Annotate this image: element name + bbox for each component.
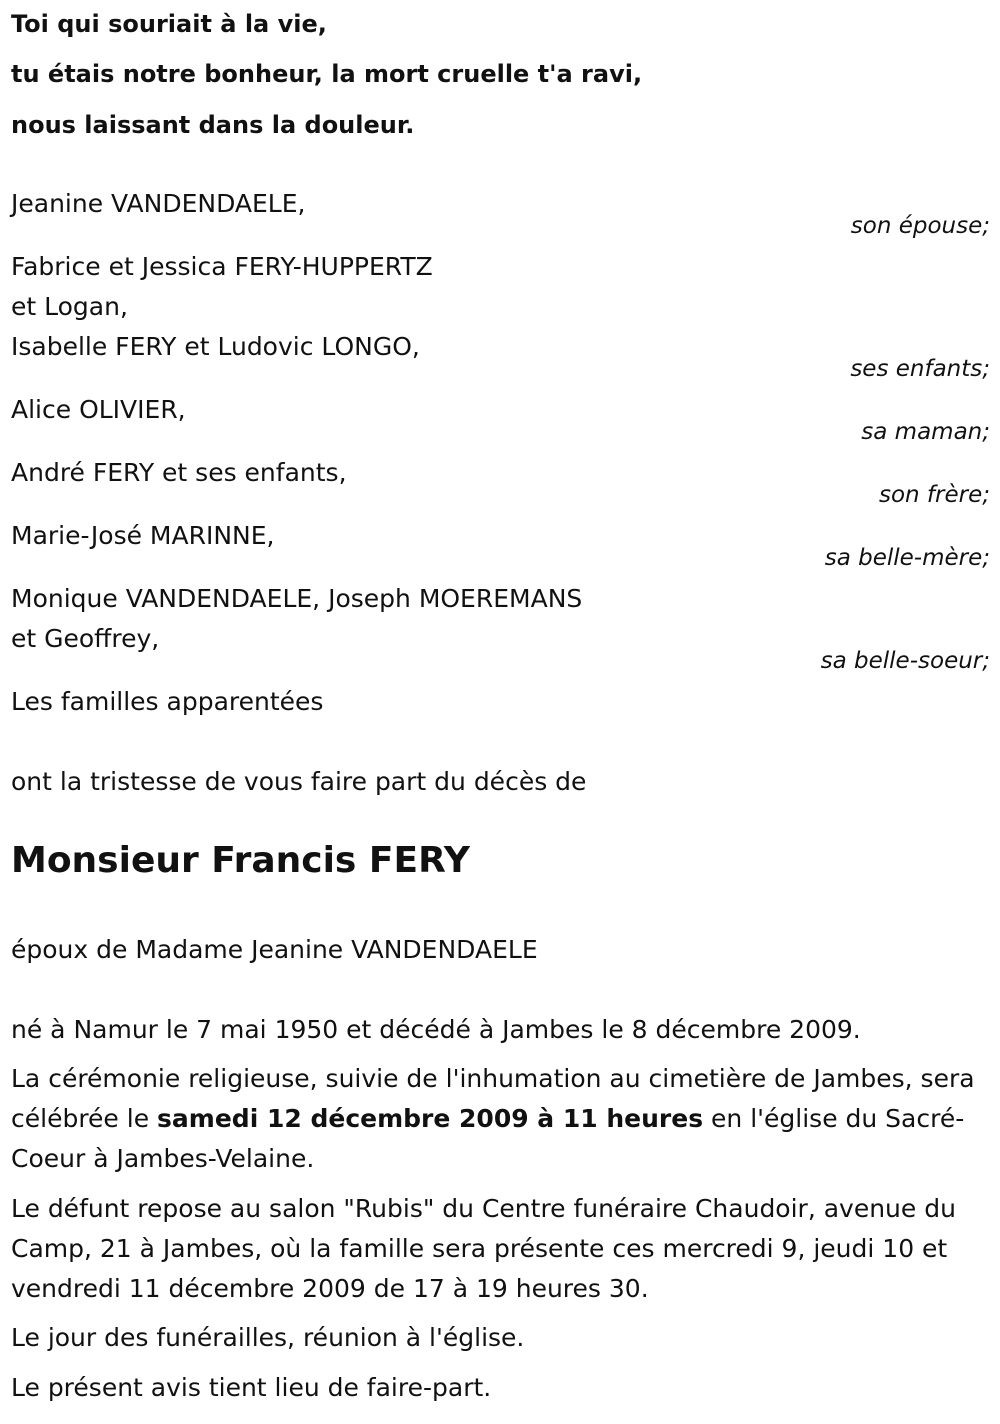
family-children-line-3: Isabelle FERY et Ludovic LONGO,: [11, 332, 420, 361]
repose-paragraph: Le défunt repose au salon "Rubis" du Centre funéraire Chaudoir, avenue du Camp, 21 à Jambes, où la famille sera présente ces mercredi 9, jeudi 10 et vendredi 11 décembre 2009 de 17 à 19 heures 30.: [11, 1194, 956, 1303]
family-children-line-1: Fabrice et Jessica FERY-HUPPERTZ: [11, 252, 433, 281]
relation-brother: son frère;: [878, 482, 990, 508]
poem-line-2: tu étais notre bonheur, la mort cruelle t'a ravi,: [11, 60, 643, 88]
poem-line-1: Toi qui souriait à la vie,: [11, 10, 327, 38]
relation-spouse: son épouse;: [850, 213, 990, 239]
relation-mother: sa maman;: [861, 419, 990, 445]
poem-line-3: nous laissant dans la douleur.: [11, 111, 415, 139]
family-children-line-2: et Logan,: [11, 292, 128, 321]
ceremony-date: samedi 12 décembre 2009 à 11 heures: [157, 1104, 704, 1133]
funeral-day-line: Le jour des funérailles, réunion à l'église.: [11, 1323, 525, 1352]
deceased-name: Monsieur Francis FERY: [11, 840, 470, 881]
ceremony-text-end: en l'église du Sacré-Coeur à Jambes-Velaine.: [11, 1104, 965, 1173]
family-sister-in-law-line-2: et Geoffrey,: [11, 624, 160, 653]
announcement-text: ont la tristesse de vous faire part du décès de: [11, 767, 587, 796]
family-mother-in-law-name: Marie-José MARINNE,: [11, 521, 275, 550]
family-brother-name: André FERY et ses enfants,: [11, 458, 347, 487]
notice-line: Le présent avis tient lieu de faire-part.: [11, 1373, 492, 1402]
relation-mother-in-law: sa belle-mère;: [824, 545, 990, 571]
family-sister-in-law-line-1: Monique VANDENDAELE, Joseph MOEREMANS: [11, 584, 583, 613]
ceremony-paragraph: [11, 1059, 986, 1179]
family-spouse-name: Jeanine VANDENDAELE,: [11, 189, 306, 218]
relation-children: ses enfants;: [850, 356, 990, 382]
spouse-line: époux de Madame Jeanine VANDENDAELE: [11, 935, 538, 964]
family-relatives: Les familles apparentées: [11, 687, 324, 716]
family-mother-name: Alice OLIVIER,: [11, 395, 186, 424]
relation-sister-in-law: sa belle-soeur;: [820, 648, 990, 674]
ceremony-text-start: La cérémonie religieuse, suivie de l'inhumation au cimetière de Jambes, sera célébrée le: [11, 1064, 975, 1133]
birth-death-line: né à Namur le 7 mai 1950 et décédé à Jambes le 8 décembre 2009.: [11, 1015, 861, 1044]
